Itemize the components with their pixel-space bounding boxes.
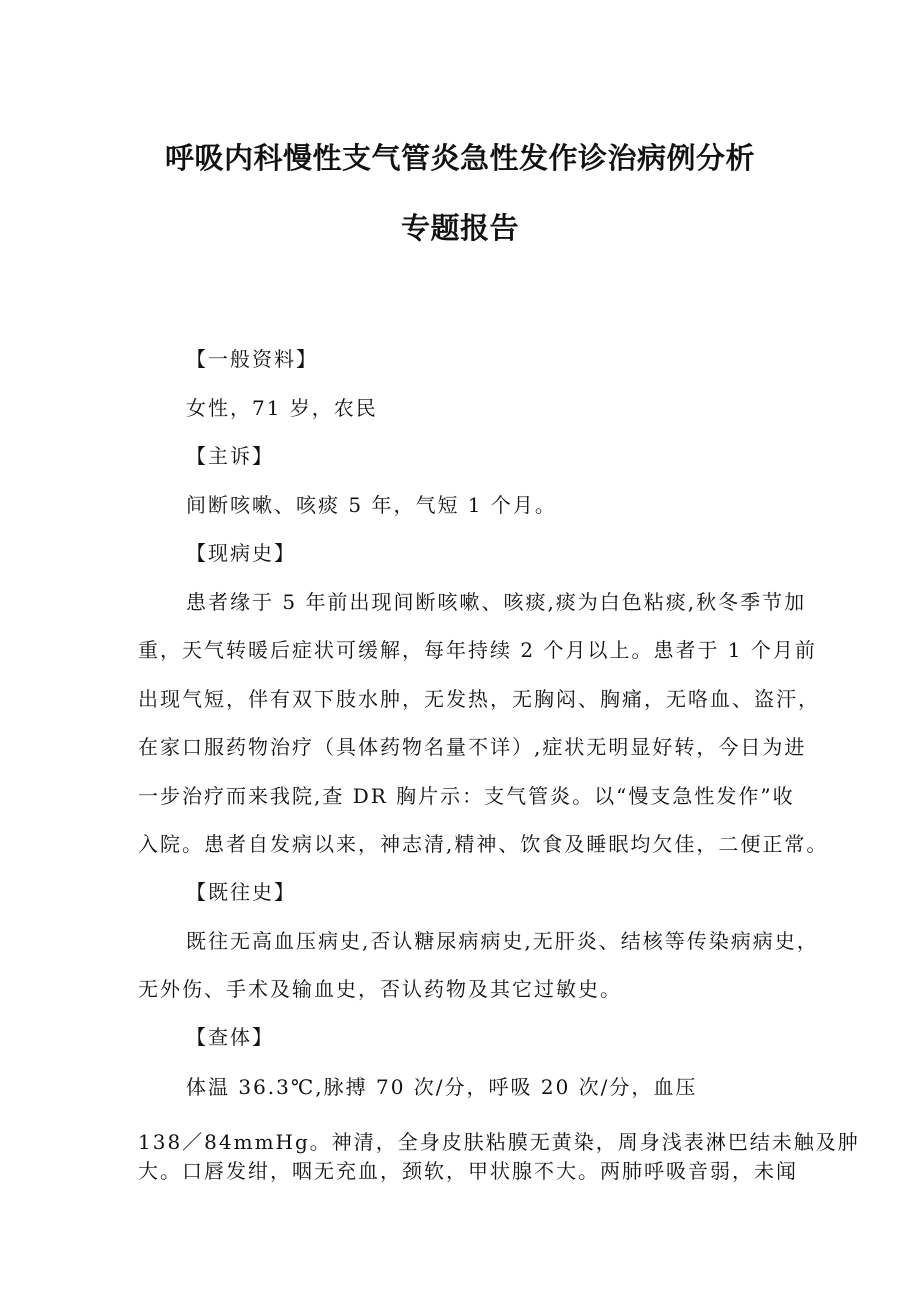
past-history-line: 既往无高血压病史,否认糖尿病病史,无肝炎、结核等传染病病史， — [186, 929, 819, 953]
exam-line: 138／84mmHg。神清，全身皮肤粘膜无黄染，周身浅表淋巴结未触及肿 — [138, 1130, 860, 1154]
present-illness-line: 出现气短，伴有双下肢水肿，无发热，无胸闷、胸痛，无咯血、盗汗， — [138, 687, 820, 711]
general-info-text: 女性，71 岁，农民 — [186, 396, 378, 420]
section-heading-general: 【一般资料】 — [186, 347, 318, 371]
document-title: 呼吸内科慢性支气管炎急性发作诊治病例分析 — [164, 141, 755, 175]
present-illness-line: 患者缘于 5 年前出现间断咳嗽、咳痰,痰为白色粘痰,秋冬季节加 — [186, 590, 807, 614]
complaint-text: 间断咳嗽、咳痰 5 年，气短 1 个月。 — [186, 493, 557, 517]
document-subtitle: 专题报告 — [400, 211, 519, 245]
present-illness-line: 重，天气转暖后症状可缓解，每年持续 2 个月以上。患者于 1 个月前 — [138, 638, 817, 662]
exam-line: 体温 36.3℃,脉搏 70 次/分，呼吸 20 次/分，血压 — [186, 1075, 698, 1099]
present-illness-line: 入院。患者自发病以来，神志清,精神、饮食及睡眠均欠佳，二便正常。 — [138, 832, 829, 856]
section-heading-past-history: 【既往史】 — [186, 880, 296, 904]
past-history-line: 无外伤、手术及输血史，否认药物及其它过敏史。 — [138, 977, 622, 1001]
present-illness-line: 在家口服药物治疗（具体药物名量不详）,症状无明显好转，今日为进 — [138, 735, 807, 759]
section-heading-exam: 【查体】 — [186, 1025, 274, 1049]
present-illness-line: 一步治疗而来我院,查 DR 胸片示：支气管炎。以“慢支急性发作”收 — [138, 784, 795, 808]
section-heading-present-illness: 【现病史】 — [186, 541, 296, 565]
exam-line: 大。口唇发绀，咽无充血，颈软，甲状腺不大。两肺呼吸音弱，未闻 — [138, 1159, 798, 1183]
section-heading-complaint: 【主诉】 — [186, 444, 274, 468]
